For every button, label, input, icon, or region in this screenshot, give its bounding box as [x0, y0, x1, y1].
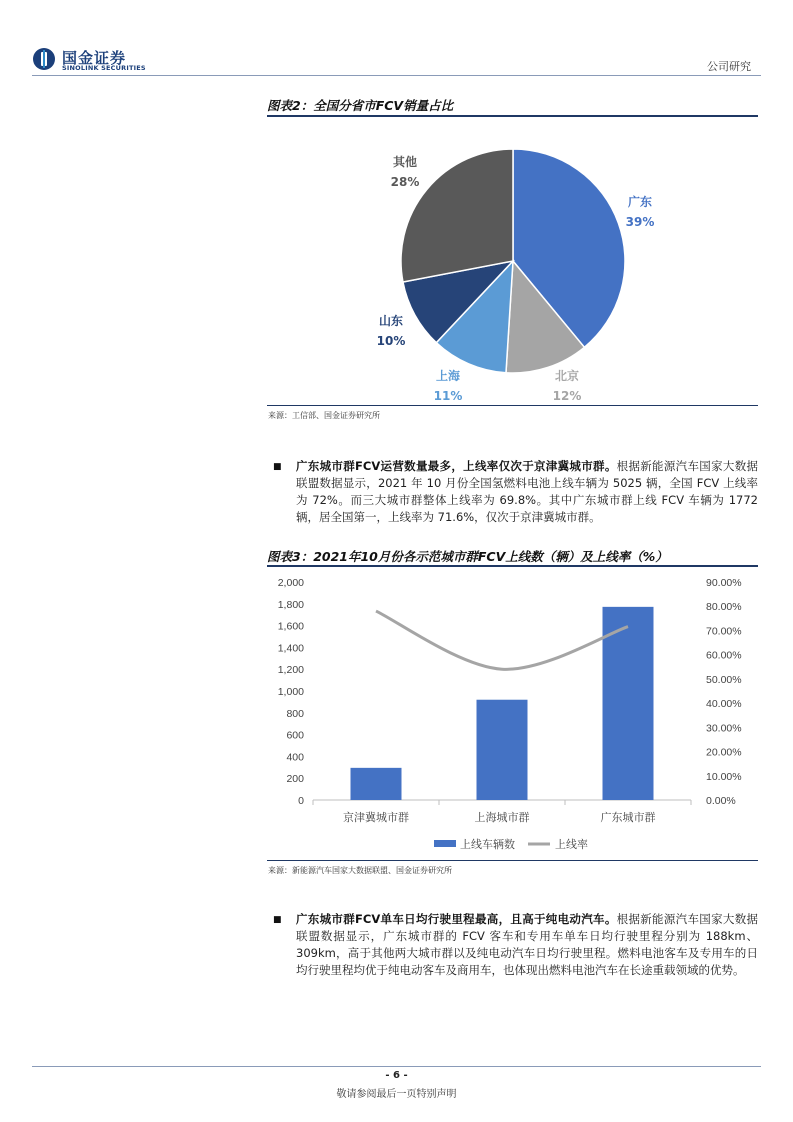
- figure2-bottom-rule: [267, 405, 758, 406]
- figure3-bottom-rule: [267, 860, 758, 861]
- y-right-tick: 50.00%: [706, 673, 742, 686]
- y-left-tick: 800: [286, 707, 304, 720]
- para2: [296, 911, 758, 979]
- para1-bullet: ■: [273, 462, 282, 472]
- bar-0: [351, 768, 402, 800]
- series-line-online-rate: [376, 611, 628, 669]
- pie-value-0: 39%: [625, 215, 655, 229]
- x-category-label: 广东城市群: [600, 811, 656, 824]
- logo-english-name: SINOLINK SECURITIES: [62, 64, 146, 72]
- pie-value-1: 12%: [552, 389, 582, 402]
- y-left-tick: 400: [286, 751, 304, 764]
- pie-slice-4: [401, 149, 513, 282]
- y-right-tick: 60.00%: [706, 649, 742, 662]
- legend-label-bar: 上线车辆数: [460, 838, 515, 851]
- y-left-tick: 1,600: [277, 620, 304, 633]
- figure3-title: 图表3：2021年10月份各示范城市群FCV上线数（辆）及上线率（%）: [267, 549, 668, 564]
- y-right-tick: 90.00%: [706, 577, 742, 589]
- bar-line-chart: [267, 567, 758, 860]
- y-left-tick: 600: [286, 729, 304, 742]
- figure2-top-rule: [267, 115, 758, 117]
- para2-heading: 广东城市群FCV单车日均行驶里程最高，且高于纯电动汽车。: [296, 912, 617, 926]
- para2-body: 根据新能源汽车国家大数据联盟数据显示，广东城市群的 FCV 客车和专用车单车日均行驶里程分别为 188km、309km，高于其他两大城市群以及纯电动汽车日均行驶里程。燃料电池客车及专用车的日均行驶里程均优于纯电动客车及商用车，也体现出燃料电池汽车在长途重载领域的优势。: [296, 912, 758, 977]
- y-left-tick: 200: [286, 773, 304, 786]
- y-left-tick: 2,000: [277, 577, 304, 589]
- company-logo: [32, 47, 162, 73]
- page-number: - 6 -: [385, 1070, 408, 1081]
- y-left-tick: 1,200: [277, 664, 304, 677]
- x-category-label: 京津冀城市群: [343, 811, 409, 824]
- y-right-tick: 80.00%: [706, 601, 742, 614]
- pie-label-0: 广东: [627, 195, 653, 209]
- figure2-source: 来源：工信部、国金证券研究所: [268, 411, 380, 420]
- footer-divider: [32, 1066, 761, 1067]
- y-left-tick: 0: [298, 795, 304, 807]
- header-divider: [32, 75, 761, 76]
- figure3-source: 来源：新能源汽车国家大数据联盟、国金证券研究所: [268, 866, 452, 875]
- pie-chart: [267, 130, 758, 402]
- y-right-tick: 40.00%: [706, 698, 742, 711]
- y-right-tick: 70.00%: [706, 625, 742, 638]
- report-category: 公司研究: [707, 60, 751, 73]
- bar-1: [477, 700, 528, 800]
- y-right-tick: 30.00%: [706, 722, 742, 735]
- footer-disclaimer: 敬请参阅最后一页特别声明: [336, 1089, 457, 1100]
- pie-value-4: 28%: [390, 175, 420, 189]
- logo-chinese-name: 国金证券: [62, 49, 127, 67]
- sinolink-logo-icon: [32, 47, 56, 71]
- y-left-tick: 1,800: [277, 598, 304, 611]
- pie-label-4: 其他: [392, 155, 418, 169]
- figure2-title: 图表2：全国分省市FCV销量占比: [267, 98, 454, 113]
- y-right-tick: 20.00%: [706, 746, 742, 759]
- legend-label-line: 上线率: [555, 838, 588, 851]
- pie-value-3: 10%: [376, 334, 406, 348]
- para2-bullet: ■: [273, 915, 282, 925]
- pie-label-1: 北京: [554, 369, 580, 383]
- para1-body: 根据新能源汽车国家大数据联盟数据显示，2021 年 10 月份全国氢燃料电池上线车辆为 5025 辆，全国 FCV 上线率为 72%。而三大城市群整体上线率为 69.8%。其中广东城市群上线 FCV 车辆为 1772 辆，居全国第一，上线率为 71.6%，仅次于京津冀城市群。: [296, 459, 758, 524]
- pie-label-3: 山东: [378, 314, 404, 328]
- pie-label-2: 上海: [435, 369, 461, 383]
- legend-swatch-bar: [434, 840, 456, 847]
- y-right-tick: 0.00%: [706, 795, 736, 807]
- x-category-label: 上海城市群: [474, 811, 530, 824]
- para1-heading: 广东城市群FCV运营数量最多，上线率仅次于京津冀城市群。: [296, 459, 617, 473]
- y-left-tick: 1,000: [277, 686, 304, 698]
- pie-value-2: 11%: [433, 389, 463, 402]
- y-left-tick: 1,400: [277, 642, 304, 655]
- para1: [296, 458, 758, 526]
- y-right-tick: 10.00%: [706, 770, 742, 783]
